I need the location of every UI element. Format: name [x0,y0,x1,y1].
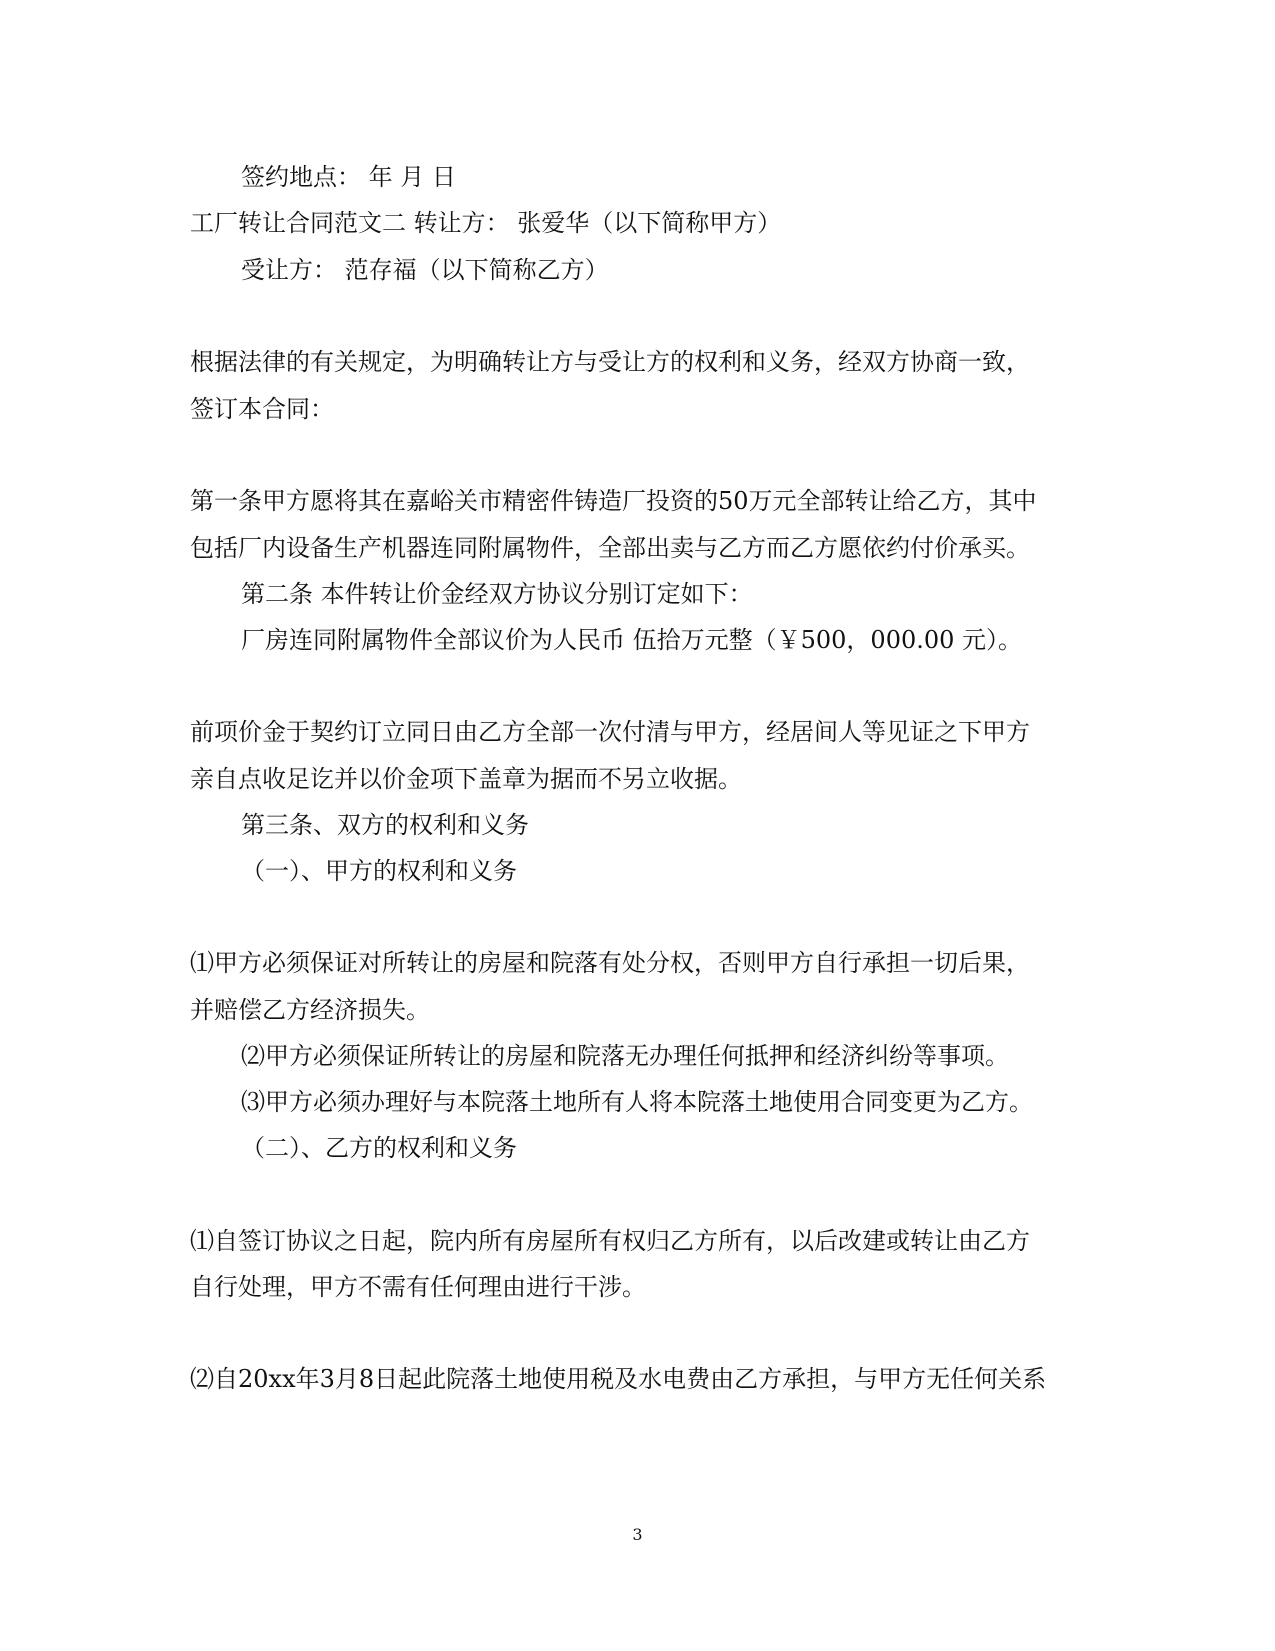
party-a-item-3: ⑶甲方必须办理好与本院落土地所有人将本院落土地使用合同变更为乙方。 [241,1088,1033,1116]
article-1-line-1: 第一条甲方愿将其在嘉峪关市精密件铸造厂投资的50万元全部转让给乙方，其中 [190,487,1037,515]
payment-line-2: 亲自点收足讫并以价金项下盖章为据而不另立收据。 [190,765,742,793]
article-1-line-2: 包括厂内设备生产机器连同附属物件，全部出卖与乙方而乙方愿依约付价承买。 [190,534,1030,562]
party-b-item-1-line-1: ⑴自签订协议之日起，院内所有房屋所有权归乙方所有，以后改建或转让由乙方 [190,1227,1030,1255]
payment-line-1: 前项价金于契约订立同日由乙方全部一次付清与甲方，经居间人等见证之下甲方 [190,718,1030,746]
article-2-price: 厂房连同附属物件全部议价为人民币 伍拾万元整（￥500，000.00 元）。 [241,626,1023,654]
party-a-item-1-line-1: ⑴甲方必须保证对所转让的房屋和院落有处分权，否则甲方自行承担一切后果， [190,949,1030,977]
party-b-item-2-line-1: ⑵自20xx年3月8日起此院落土地使用税及水电费由乙方承担，与甲方无任何关系 [190,1365,1047,1393]
signing-place-line: 签约地点： 年 月 日 [241,163,456,191]
page-number: 3 [632,1525,643,1544]
party-a-item-2: ⑵甲方必须保证所转让的房屋和院落无办理任何抵押和经济纠纷等事项。 [241,1042,1009,1070]
party-a-item-1-line-2: 并赔偿乙方经济损失。 [190,996,430,1024]
party-b-item-1-line-2: 自行处理，甲方不需有任何理由进行干涉。 [190,1273,646,1301]
preamble-line-1: 根据法律的有关规定，为明确转让方与受让方的权利和义务，经双方协商一致， [190,348,1030,376]
title-transferor-line: 工厂转让合同范文二 转让方： 张爱华（以下简称甲方） [190,209,782,237]
transferee-line: 受让方： 范存福（以下简称乙方） [241,256,609,284]
party-a-section-heading: （一）、甲方的权利和义务 [241,857,517,885]
preamble-line-2: 签订本合同： [190,395,334,423]
article-3-heading: 第三条、双方的权利和义务 [241,811,529,839]
party-b-section-heading: （二）、乙方的权利和义务 [241,1134,517,1162]
article-2-heading: 第二条 本件转让价金经双方协议分别订定如下： [241,580,753,608]
